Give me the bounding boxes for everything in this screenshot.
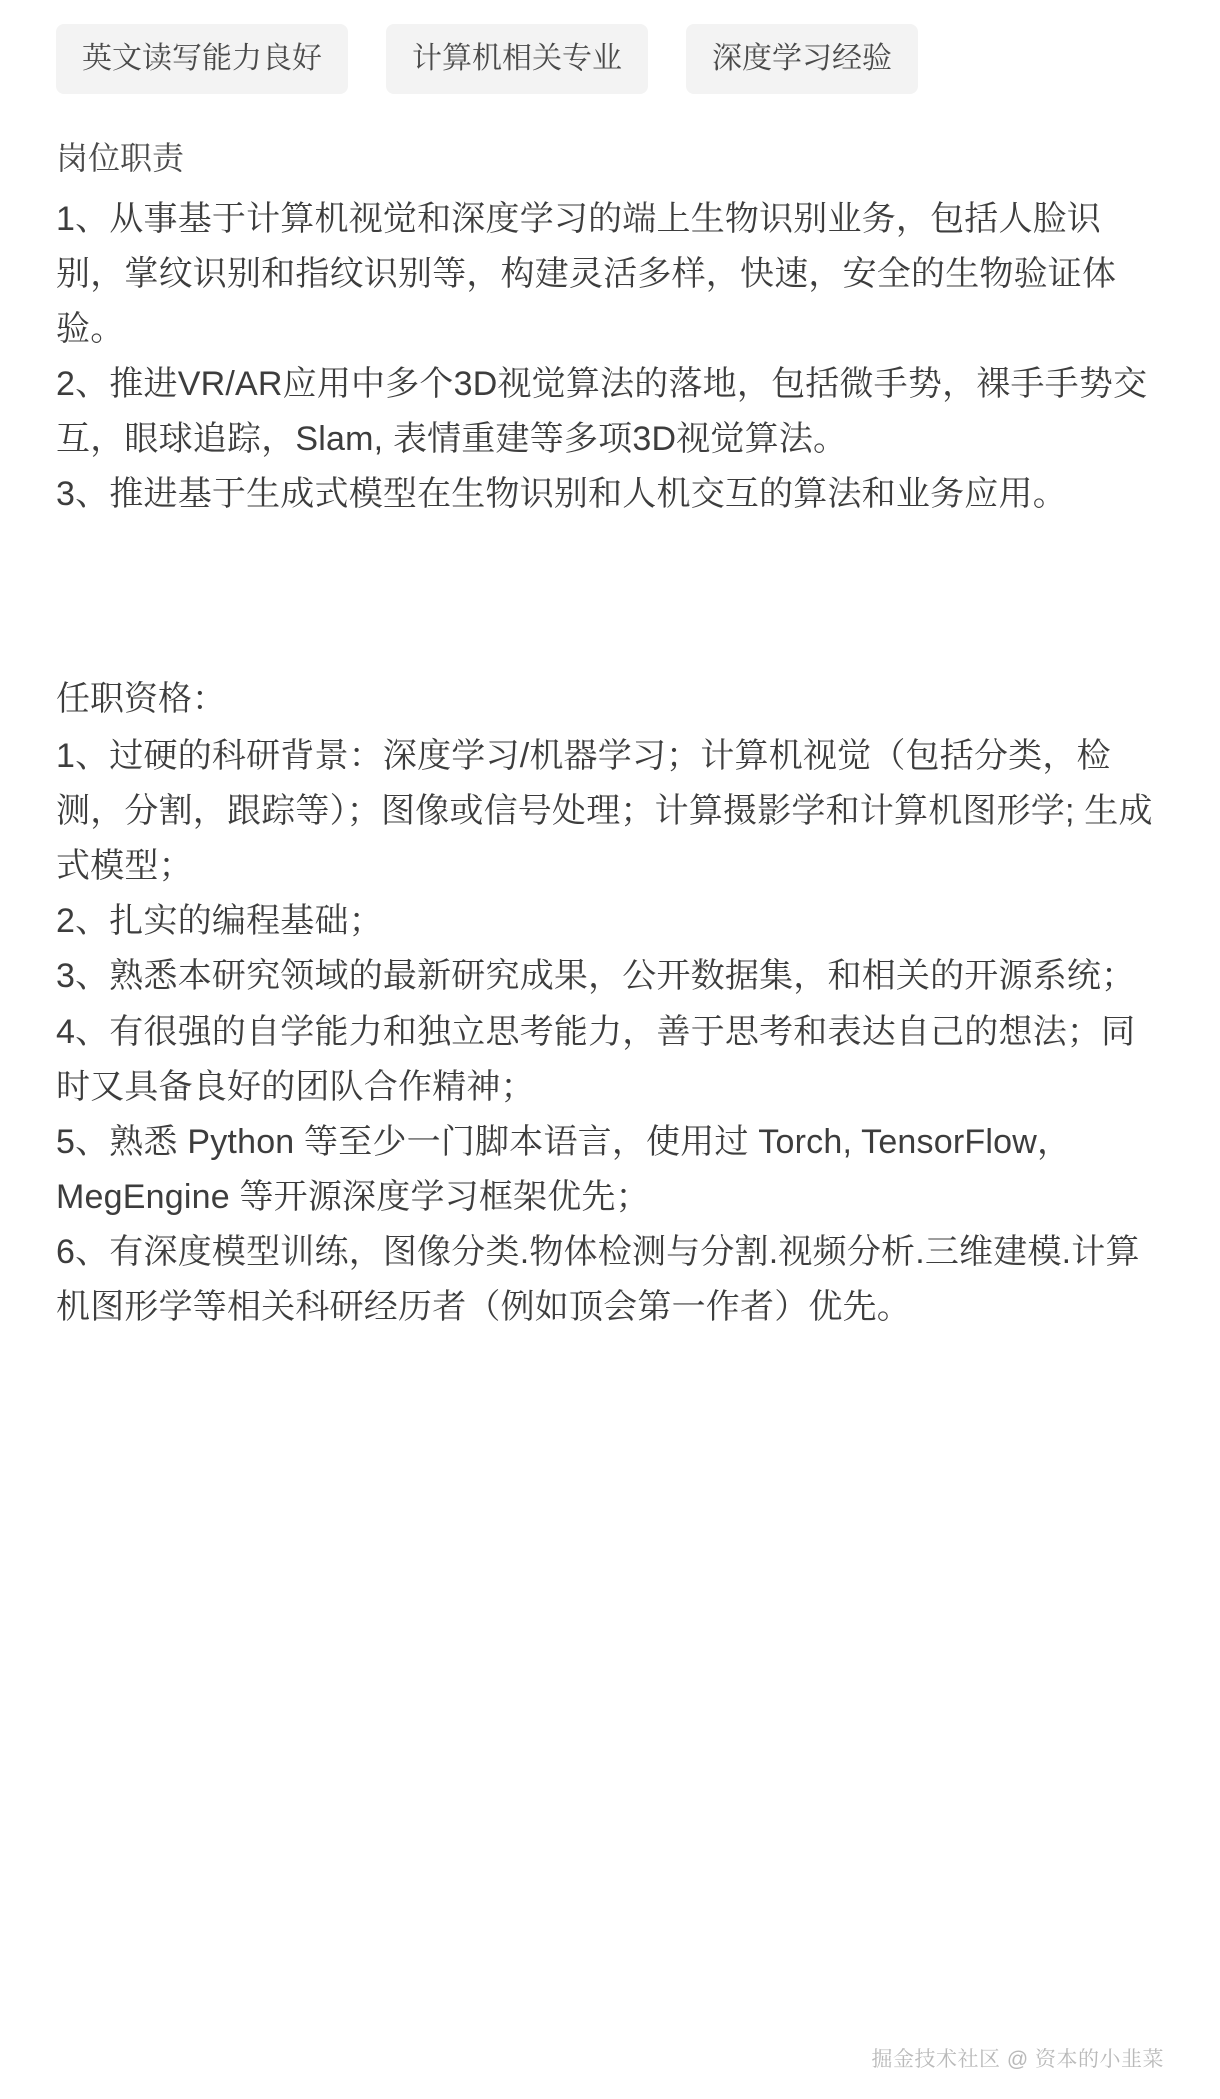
tag-list — [56, 0, 1164, 112]
qualification-item: 4、有很强的自学能力和独立思考能力，善于思考和表达自己的想法；同时又具备良好的团队合作精神； — [56, 1012, 1136, 1106]
qualification-item: 2、扎实的编程基础； — [56, 902, 383, 941]
responsibilities-list — [56, 192, 1164, 522]
qualification-item: 6、有深度模型训练，图像分类.物体检测与分割.视频分析.三维建模.计算机图形学等相关科研经历者（例如顶会第一作者）优先。 — [56, 1232, 1140, 1326]
tag-item: 计算机相关专业 — [386, 24, 648, 94]
qualifications-list — [56, 729, 1164, 1335]
watermark: 掘金技术社区 @ 资本的小韭菜 — [871, 2048, 1164, 2071]
responsibilities-heading: 岗位职责 — [56, 140, 185, 176]
qualifications-heading: 任职资格： — [56, 680, 226, 719]
responsibility-item: 1、从事基于计算机视觉和深度学习的端上生物识别业务，包括人脸识别，掌纹识别和指纹识别等，构建灵活多样，快速，安全的生物验证体验。 — [56, 199, 1117, 348]
tag-item: 英文读写能力良好 — [56, 24, 348, 94]
responsibility-item: 2、推进VR/AR应用中多个3D视觉算法的落地，包括微手势，裸手手势交互，眼球追踪，Slam, 表情重建等多项3D视觉算法。 — [56, 364, 1148, 458]
section-spacer — [56, 522, 1164, 672]
qualification-item: 1、过硬的科研背景：深度学习/机器学习；计算机视觉（包括分类，检测，分割，跟踪等）；图像或信号处理；计算摄影学和计算机图形学; 生成式模型； — [56, 737, 1153, 886]
qualification-item: 3、熟悉本研究领域的最新研究成果，公开数据集，和相关的开源系统； — [56, 957, 1136, 996]
qualification-item: 5、熟悉 Python 等至少一门脚本语言，使用过 Torch, TensorFlow，MegEngine 等开源深度学习框架优先； — [56, 1122, 1072, 1216]
tag-item: 深度学习经验 — [686, 24, 918, 94]
responsibility-item: 3、推进基于生成式模型在生物识别和人机交互的算法和业务应用。 — [56, 474, 1067, 513]
